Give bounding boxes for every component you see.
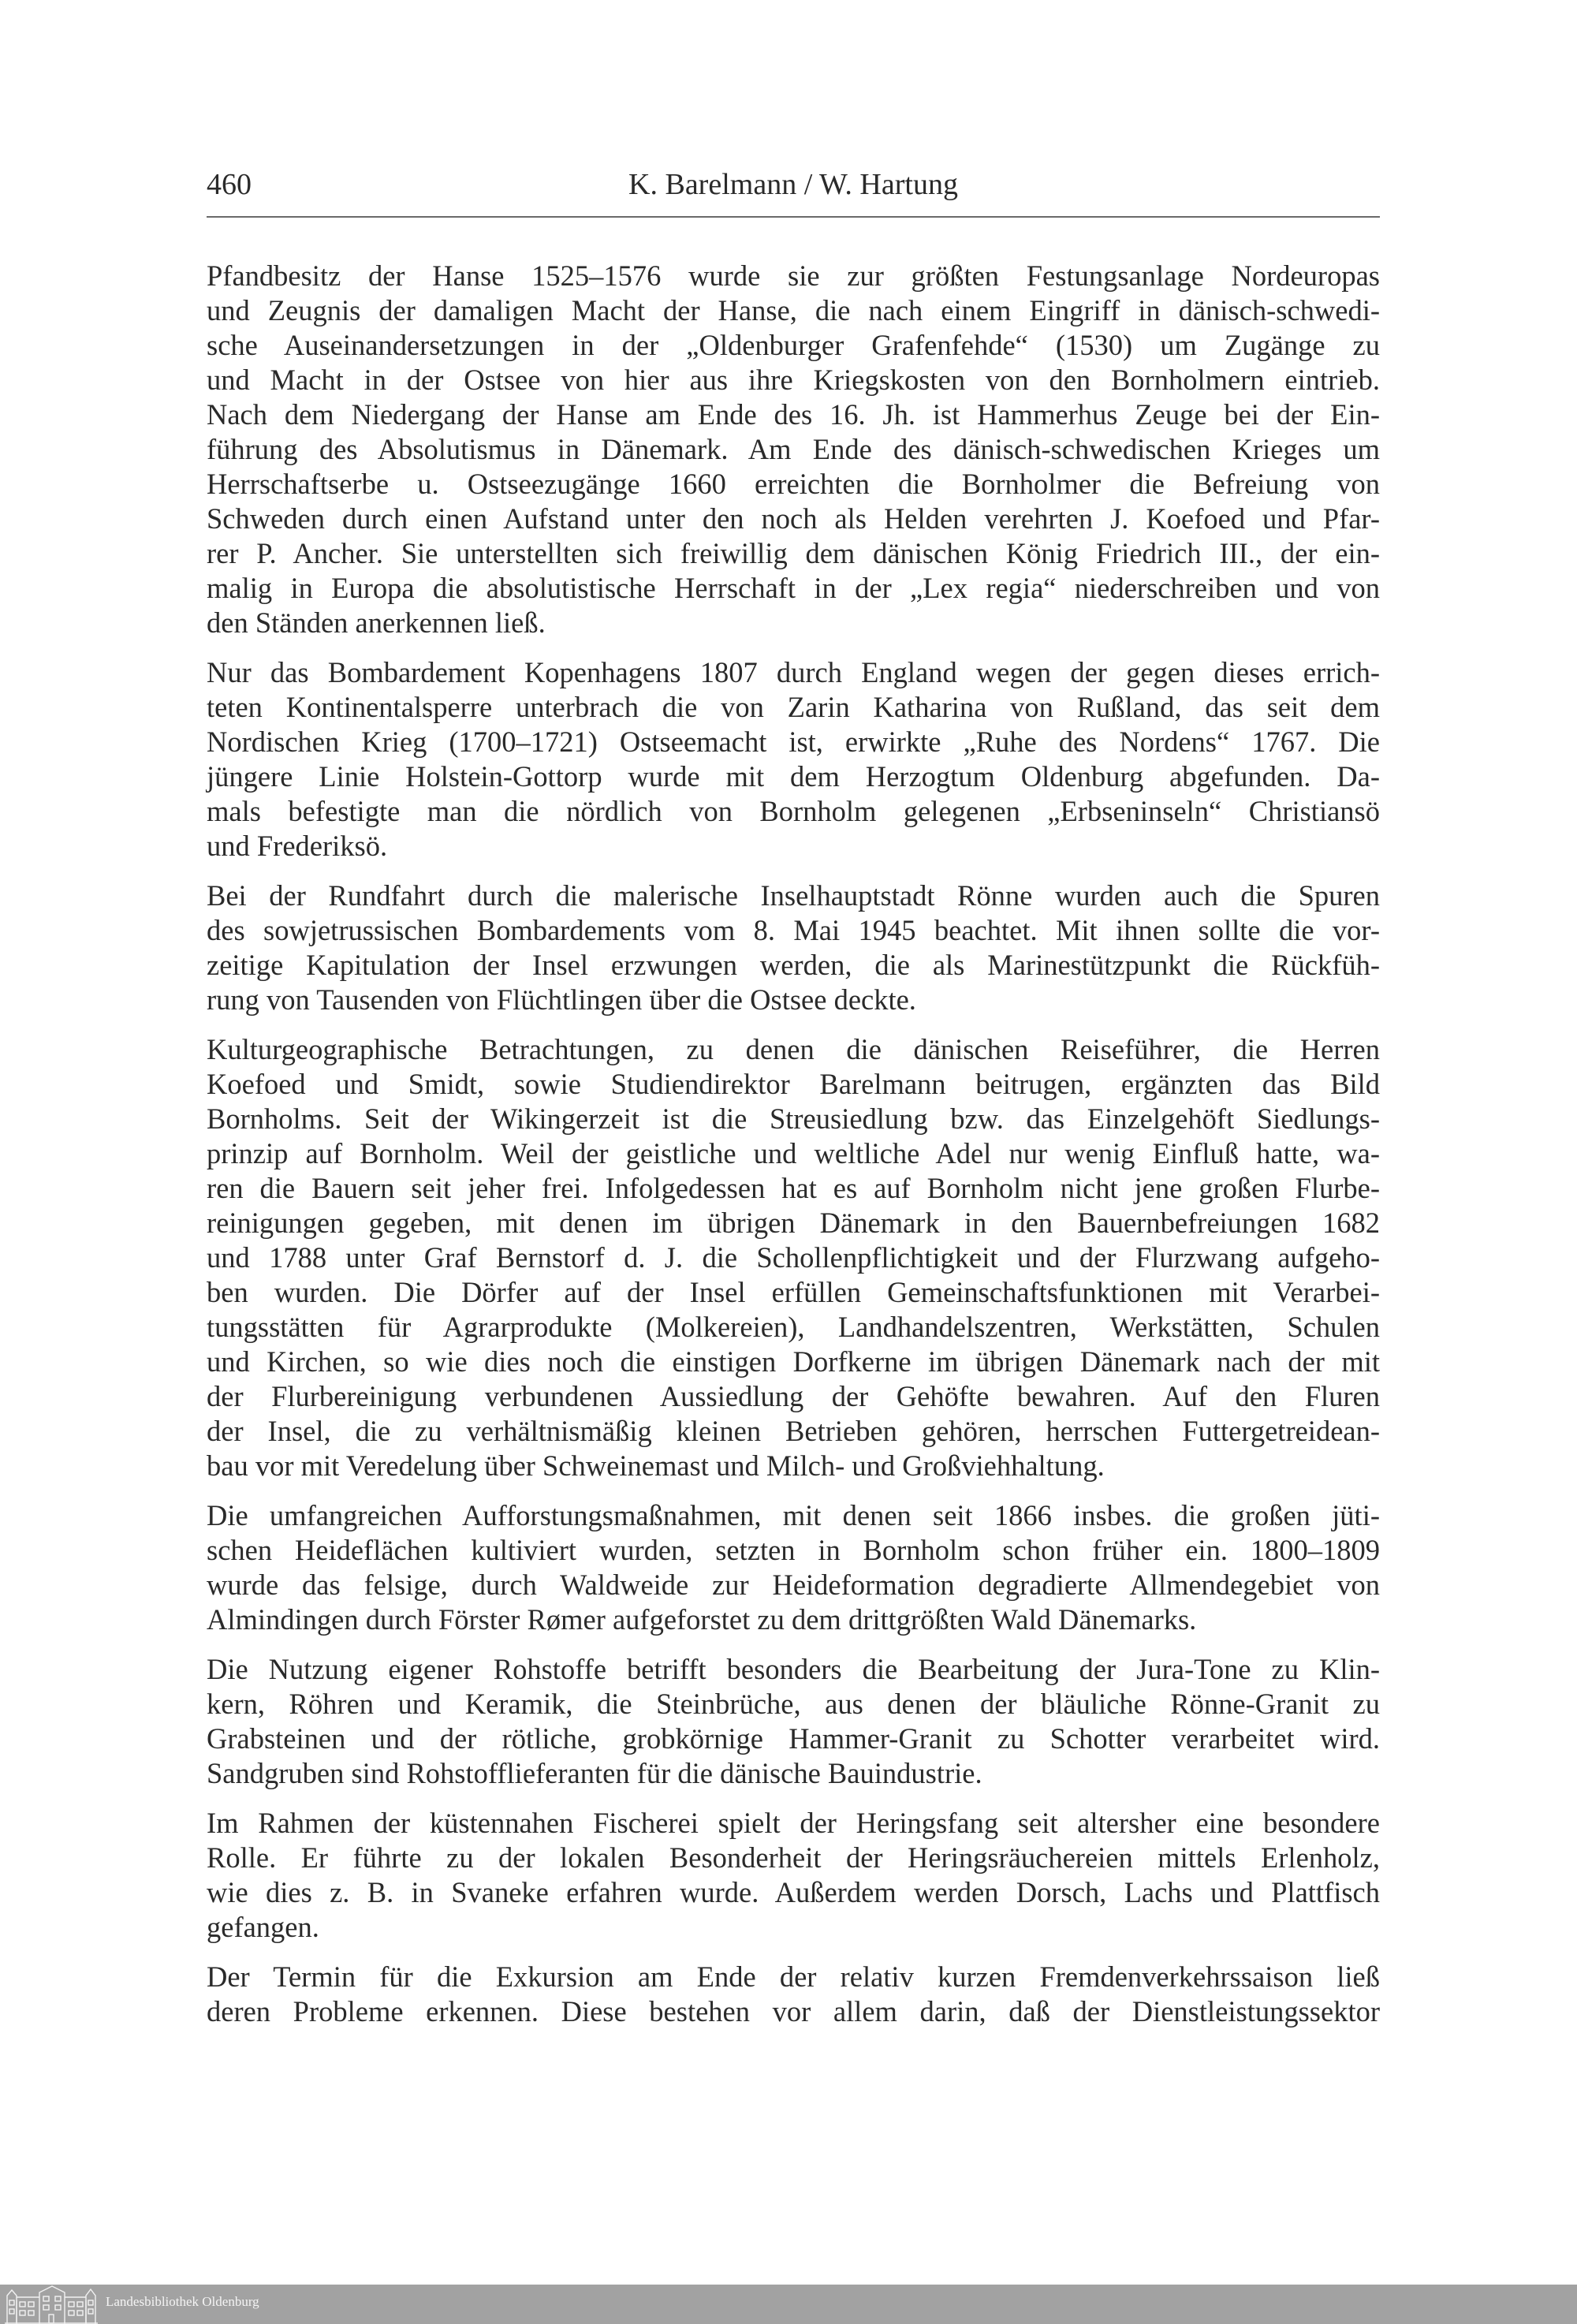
text-line: Bornholms. Seit der Wikingerzeit ist die Streusiedlung bzw. das Einzelgehöft Siedlungs- — [207, 1102, 1380, 1135]
text-line: Almindingen durch Förster Rømer aufgeforstet zu dem drittgrößten Wald Dänemarks. — [207, 1603, 1197, 1636]
text-line: des sowjetrussischen Bombardements vom 8. Mai 1945 beachtet. Mit ihnen sollte die vor- — [207, 914, 1380, 946]
text-line: deren Probleme erkennen. Diese bestehen vor allem darin, daß der Dienstleistungssektor — [207, 1995, 1380, 2027]
text-line: ben wurden. Die Dörfer auf der Insel erfüllen Gemeinschaftsfunktionen mit Verarbei- — [207, 1276, 1380, 1308]
text-line: Nordischen Krieg (1700–1721) Ostseemacht ist, erwirkte „Ruhe des Nordens“ 1767. Die — [207, 726, 1380, 758]
library-building-icon — [5, 2285, 98, 2324]
text-line: Pfandbesitz der Hanse 1525–1576 wurde sie zur größten Festungsanlage Nordeuropas — [207, 259, 1380, 292]
header-rule — [207, 216, 1380, 218]
text-line: mals befestigte man die nördlich von Bornholm gelegenen „Erbseninseln“ Christiansö — [207, 795, 1380, 827]
text-line: Koefoed und Smidt, sowie Studiendirektor Barelmann beitrugen, ergänzten das Bild — [207, 1068, 1380, 1100]
text-line: und Frederiksö. — [207, 830, 388, 862]
text-line: schen Heideflächen kultiviert wurden, setzten in Bornholm schon früher ein. 1800–1809 — [207, 1534, 1380, 1566]
text-line: kern, Röhren und Keramik, die Steinbrüche, aus denen der bläuliche Rönne-Granit zu — [207, 1688, 1380, 1720]
text-line: wurde das felsige, durch Waldweide zur Heideformation degradierte Allmendegebiet von — [207, 1569, 1380, 1601]
paragraph — [207, 1032, 1380, 1483]
text-line: rung von Tausenden von Flüchtlingen über die Ostsee deckte. — [207, 983, 916, 1016]
paragraph — [207, 1960, 1380, 2029]
text-line: Rolle. Er führte zu der lokalen Besonderheit der Heringsräuchereien mittels Erlenholz, — [207, 1841, 1380, 1874]
text-line: jüngere Linie Holstein-Gottorp wurde mit dem Herzogtum Oldenburg abgefunden. Da- — [207, 760, 1380, 793]
text-line: und Macht in der Ostsee von hier aus ihre Kriegskosten von den Bornholmern eintrieb. — [207, 364, 1380, 396]
text-line: Nur das Bombardement Kopenhagens 1807 durch England wegen der gegen dieses errich- — [207, 656, 1380, 688]
text-line: und Kirchen, so wie dies noch die einstigen Dorfkerne im übrigen Dänemark nach der mit — [207, 1345, 1380, 1378]
paragraph — [207, 259, 1380, 640]
text-line: und Zeugnis der damaligen Macht der Hanse, die nach einem Eingriff in dänisch-schwedi- — [207, 294, 1380, 326]
paragraph — [207, 655, 1380, 864]
text-line: Im Rahmen der küstennahen Fischerei spielt der Heringsfang seit altersher eine besondere — [207, 1807, 1380, 1839]
paragraph — [207, 1806, 1380, 1945]
text-line: Herrschaftserbe u. Ostseezugänge 1660 erreichten die Bornholmer die Befreiung von — [207, 468, 1380, 500]
paragraph — [207, 878, 1380, 1017]
text-line: Grabsteinen und der rötliche, grobkörnige Hammer-Granit zu Schotter verarbeitet wird. — [207, 1722, 1380, 1755]
text-line: den Ständen anerkennen ließ. — [207, 606, 546, 639]
text-line: und 1788 unter Graf Bernstorf d. J. die Schollenpflichtigkeit und der Flurzwang aufgeho- — [207, 1241, 1380, 1274]
page-header — [207, 167, 1380, 202]
text-line: sche Auseinandersetzungen in der „Oldenburger Grafenfehde“ (1530) um Zugänge zu — [207, 329, 1380, 361]
text-line: teten Kontinentalsperre unterbrach die von Zarin Katharina von Rußland, das seit dem — [207, 691, 1380, 723]
paragraph — [207, 1498, 1380, 1637]
text-line: zeitige Kapitulation der Insel erzwungen werden, die als Marinestützpunkt die Rückfüh- — [207, 949, 1380, 981]
text-line: der Flurbereinigung verbundenen Aussiedlung der Gehöfte bewahren. Auf den Fluren — [207, 1380, 1380, 1412]
text-line: Bei der Rundfahrt durch die malerische Inselhauptstadt Rönne wurden auch die Spuren — [207, 879, 1380, 912]
page-number: 460 — [207, 168, 252, 201]
text-line: Kulturgeographische Betrachtungen, zu denen die dänischen Reiseführer, die Herren — [207, 1033, 1380, 1065]
text-line: Die umfangreichen Aufforstungsmaßnahmen, mit denen seit 1866 insbes. die großen jüti- — [207, 1499, 1380, 1531]
text-line: Nach dem Niedergang der Hanse am Ende des 16. Jh. ist Hammerhus Zeuge bei der Ein- — [207, 398, 1380, 431]
text-line: wie dies z. B. in Svaneke erfahren wurde. Außerdem werden Dorsch, Lachs und Plattfisch — [207, 1876, 1380, 1908]
text-line: führung des Absolutismus in Dänemark. Am Ende des dänisch-schwedischen Krieges um — [207, 433, 1380, 465]
text-line: Schweden durch einen Aufstand unter den noch als Helden verehrten J. Koefoed und Pfar- — [207, 502, 1380, 535]
text-line: gefangen. — [207, 1911, 319, 1943]
text-line: der Insel, die zu verhältnismäßig kleinen Betrieben gehören, herrschen Futtergetreidean- — [207, 1415, 1380, 1447]
text-line: Sandgruben sind Rohstofflieferanten für die dänische Bauindustrie. — [207, 1757, 982, 1789]
text-line: bau vor mit Veredelung über Schweinemast und Milch- und Großviehhaltung. — [207, 1449, 1105, 1482]
text-line: rer P. Ancher. Sie unterstellten sich freiwillig dem dänischen König Friedrich III., der ein- — [207, 537, 1380, 569]
text-line: Der Termin für die Exkursion am Ende der relativ kurzen Fremdenverkehrssaison ließ — [207, 1960, 1380, 1993]
text-line: reinigungen gegeben, mit denen im übrigen Dänemark in den Bauernbefreiungen 1682 — [207, 1207, 1380, 1239]
footer-bar — [0, 2285, 1577, 2324]
text-line: prinzip auf Bornholm. Weil der geistliche und weltliche Adel nur wenig Einfluß hatte, wa- — [207, 1137, 1380, 1169]
running-head: K. Barelmann / W. Hartung — [628, 168, 958, 201]
paragraph — [207, 1652, 1380, 1791]
footer-library-name: Landesbibliothek Oldenburg — [106, 2294, 259, 2309]
text-line: tungsstätten für Agrarprodukte (Molkereien), Landhandelszentren, Werkstätten, Schulen — [207, 1311, 1380, 1343]
text-line: ren die Bauern seit jeher frei. Infolgedessen hat es auf Bornholm nicht jene großen Flurbe- — [207, 1172, 1380, 1204]
text-line: malig in Europa die absolutistische Herrschaft in der „Lex regia“ niederschreiben und von — [207, 572, 1380, 604]
text-line: Die Nutzung eigener Rohstoffe betrifft besonders die Bearbeitung der Jura-Tone zu Klin- — [207, 1653, 1380, 1685]
body-text — [207, 259, 1380, 2044]
